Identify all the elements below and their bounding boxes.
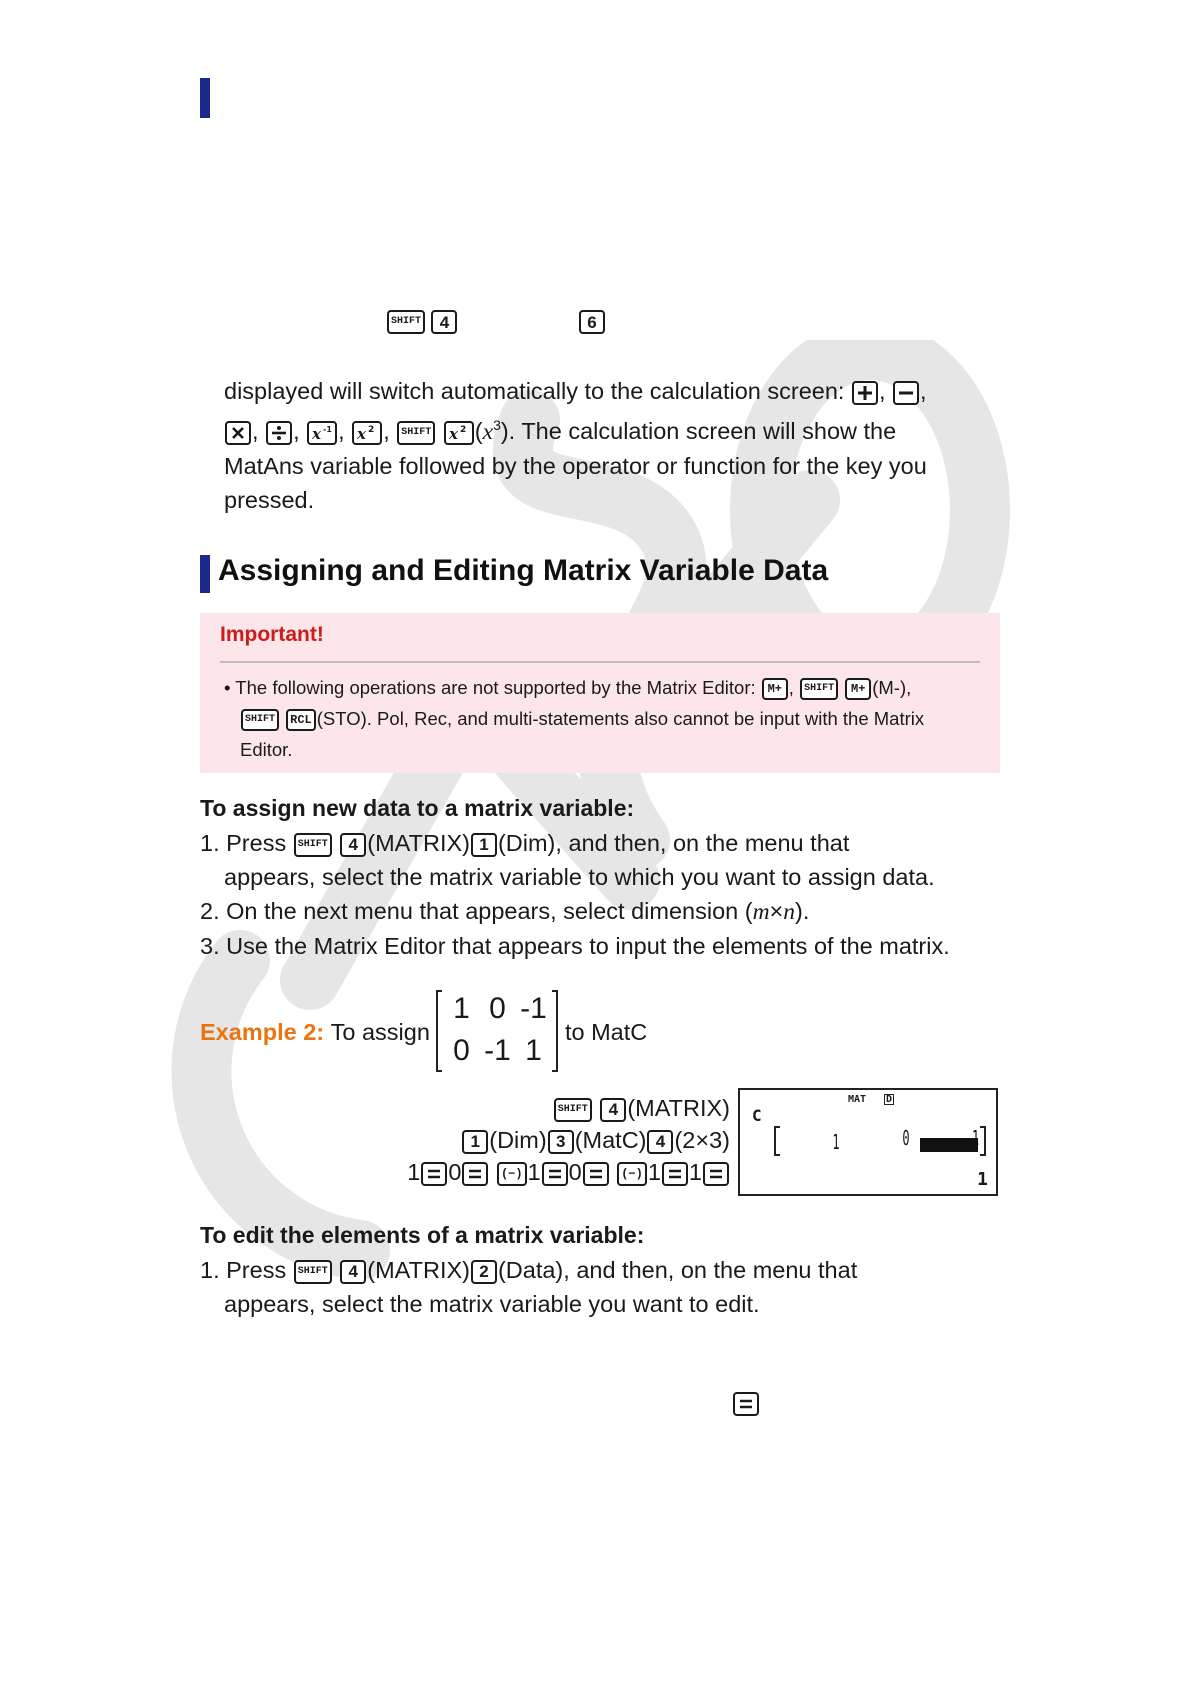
seq-matc-label: (MatC): [574, 1127, 647, 1153]
assign-step-2: [200, 894, 1000, 929]
digit: 1: [647, 1159, 661, 1185]
seq-dim-label: (Dim): [489, 1127, 547, 1153]
dim-label: (Dim), and then, on the menu that: [497, 830, 850, 856]
important-title: Important!: [220, 623, 324, 646]
seq-dims-label: (2×3): [674, 1127, 730, 1153]
intro-line-3: MatAns variable followed by the operator or function for the key you: [224, 452, 927, 479]
digit: 0: [568, 1159, 582, 1185]
equals-key: [662, 1162, 688, 1186]
equals-key: [583, 1162, 609, 1186]
three-key: 3: [548, 1130, 574, 1154]
lcd-right-bracket: [980, 1126, 986, 1156]
example-matrix: [436, 990, 558, 1074]
one-key: 1: [462, 1130, 488, 1154]
square-key: [444, 421, 474, 445]
lcd-left-bracket: [774, 1126, 780, 1156]
intro-line-4: pressed.: [224, 486, 315, 513]
d-indicator: D: [886, 1094, 893, 1105]
example-line: [200, 987, 647, 1077]
matrix-left-bracket: [436, 990, 442, 1072]
four-key: 4: [600, 1098, 626, 1122]
dim-m: m: [752, 899, 770, 925]
equals-key: [421, 1162, 447, 1186]
x3-base: x: [482, 418, 494, 445]
mat-indicator: MAT: [848, 1094, 867, 1105]
svg-text:2: 2: [459, 424, 467, 435]
negative-key: (−): [617, 1162, 647, 1186]
matrix-cell: 1: [525, 1034, 542, 1067]
digit: 0: [448, 1159, 462, 1185]
edit-step-1-prefix: 1. Press: [200, 1257, 287, 1283]
equals-key: [733, 1392, 759, 1416]
important-line-1: • The following operations are not supported by the Matrix Editor: M+ , SHIFT M+ (M-),: [224, 672, 994, 703]
four-key: 4: [340, 1260, 366, 1284]
key-seq-line-1: [407, 1092, 730, 1124]
bottom-equals-wrap: [732, 1392, 760, 1416]
digit: 1: [688, 1159, 702, 1185]
assign-heading: To assign new data to a matrix variable:: [200, 795, 635, 821]
top-accent-bar: [200, 78, 210, 118]
matrix-letter: C: [752, 1106, 762, 1125]
matrix-cell: 0: [489, 992, 506, 1025]
matrix-label: (MATRIX): [367, 830, 470, 856]
assign-steps: [200, 826, 1000, 963]
digit: 1: [407, 1159, 421, 1185]
edit-steps: [200, 1253, 1000, 1321]
x3-exponent: 3: [493, 417, 501, 433]
important-line-2-text: (STO). Pol, Rec, and multi-statements also cannot be input with the Matrix: [316, 708, 925, 729]
important-body: [224, 672, 994, 765]
assign-step-3: 3. Use the Matrix Editor that appears to input the elements of the matrix.: [200, 933, 950, 959]
lcd-value: -1: [964, 1126, 980, 1150]
multiply-key: [225, 421, 251, 445]
important-line-1-text: The following operations are not supported by the Matrix Editor:: [235, 677, 756, 698]
one-key: 1: [471, 833, 497, 857]
important-box: [200, 613, 1000, 773]
section-accent-bar: [200, 555, 210, 593]
example-text: To assign: [330, 1019, 430, 1045]
edit-matrix-label: (MATRIX): [367, 1257, 470, 1283]
two-key: 2: [471, 1260, 497, 1284]
intro-line-1-text: displayed will switch automatically to the calculation screen:: [224, 378, 845, 404]
intro-line-1: displayed will switch automatically to the calculation screen: , ,: [224, 378, 927, 404]
svg-text:x: x: [448, 424, 458, 442]
equals-key: [703, 1162, 729, 1186]
lcd-value: 0: [902, 1126, 910, 1150]
reciprocal-key: [307, 421, 337, 445]
shift-key: SHIFT: [241, 709, 279, 731]
assign-step-1-line-2: appears, select the matrix variable to which you want to assign data.: [224, 864, 935, 890]
matrix-cell: -1: [520, 992, 547, 1025]
matrix-cell: 0: [453, 1034, 470, 1067]
step-2-suffix: ).: [795, 898, 810, 924]
calculator-display: [738, 1088, 998, 1196]
equals-key: [542, 1162, 568, 1186]
intro-line-2-text: ). The calculation screen will show the: [500, 417, 897, 444]
digit: 1: [527, 1159, 541, 1185]
negative-key: (−): [497, 1162, 527, 1186]
dim-times: ×: [769, 898, 784, 924]
key-seq-line-3: [407, 1156, 730, 1188]
shift-key: SHIFT: [294, 833, 332, 857]
svg-text:x: x: [312, 424, 322, 442]
matrix-cell: 1: [453, 992, 470, 1025]
m-minus-label: (M-),: [872, 677, 912, 698]
section-title: Assigning and Editing Matrix Variable Data: [218, 554, 829, 587]
six-key: 6: [579, 310, 605, 334]
four-key: 4: [340, 833, 366, 857]
seq-matrix-label: (MATRIX): [627, 1095, 730, 1121]
lcd-bottom-value: 1: [977, 1169, 988, 1190]
rcl-key: RCL: [286, 709, 316, 731]
intro-paragraph: [224, 374, 984, 517]
shift-key: SHIFT: [387, 310, 425, 334]
shift-key: SHIFT: [554, 1098, 592, 1122]
bullet: •: [224, 677, 231, 698]
divide-key: [266, 421, 292, 445]
important-line-2: [224, 703, 994, 734]
top-key-row: [386, 310, 458, 334]
example-label: Example 2:: [200, 1019, 325, 1045]
mplus-key: M+: [762, 678, 788, 700]
four-key: 4: [431, 310, 457, 334]
edit-step-1: [200, 1253, 1000, 1287]
assign-step-1: [200, 826, 1000, 860]
matrix-cell: -1: [484, 1034, 511, 1067]
shift-key: SHIFT: [800, 678, 838, 700]
matrix-right-bracket: [552, 990, 558, 1072]
minus-key: [893, 381, 919, 405]
important-line-3: Editor.: [240, 739, 293, 760]
example-target: to MatC: [564, 1019, 648, 1045]
shift-key: SHIFT: [397, 421, 435, 445]
mplus-key: M+: [845, 678, 871, 700]
plus-key: [852, 381, 878, 405]
key-sequence: [407, 1092, 730, 1188]
edit-data-label: (Data), and then, on the menu that: [497, 1257, 858, 1283]
step-2-prefix: 2. On the next menu that appears, select dimension (: [200, 898, 753, 924]
six-key-wrap: [578, 310, 606, 334]
four-key: 4: [647, 1130, 673, 1154]
svg-text:2: 2: [368, 424, 375, 435]
shift-key: SHIFT: [294, 1260, 332, 1284]
equals-key: [462, 1162, 488, 1186]
svg-text:x: x: [357, 424, 367, 442]
lcd-value: 1: [832, 1130, 840, 1154]
edit-heading: To edit the elements of a matrix variable:: [200, 1222, 645, 1248]
step-1-prefix: 1. Press: [200, 830, 287, 856]
square-key: [352, 421, 382, 445]
key-seq-line-2: [407, 1124, 730, 1156]
important-divider: [220, 661, 980, 663]
edit-step-1-line-2: appears, select the matrix variable you want to edit.: [224, 1291, 760, 1317]
intro-line-2: , , x -1 , x 2 , SHIFT x 2 $(x^3)$. The calculation screen will show the: [224, 408, 984, 449]
svg-text:-1: -1: [323, 424, 333, 434]
dim-n: n: [783, 899, 796, 925]
